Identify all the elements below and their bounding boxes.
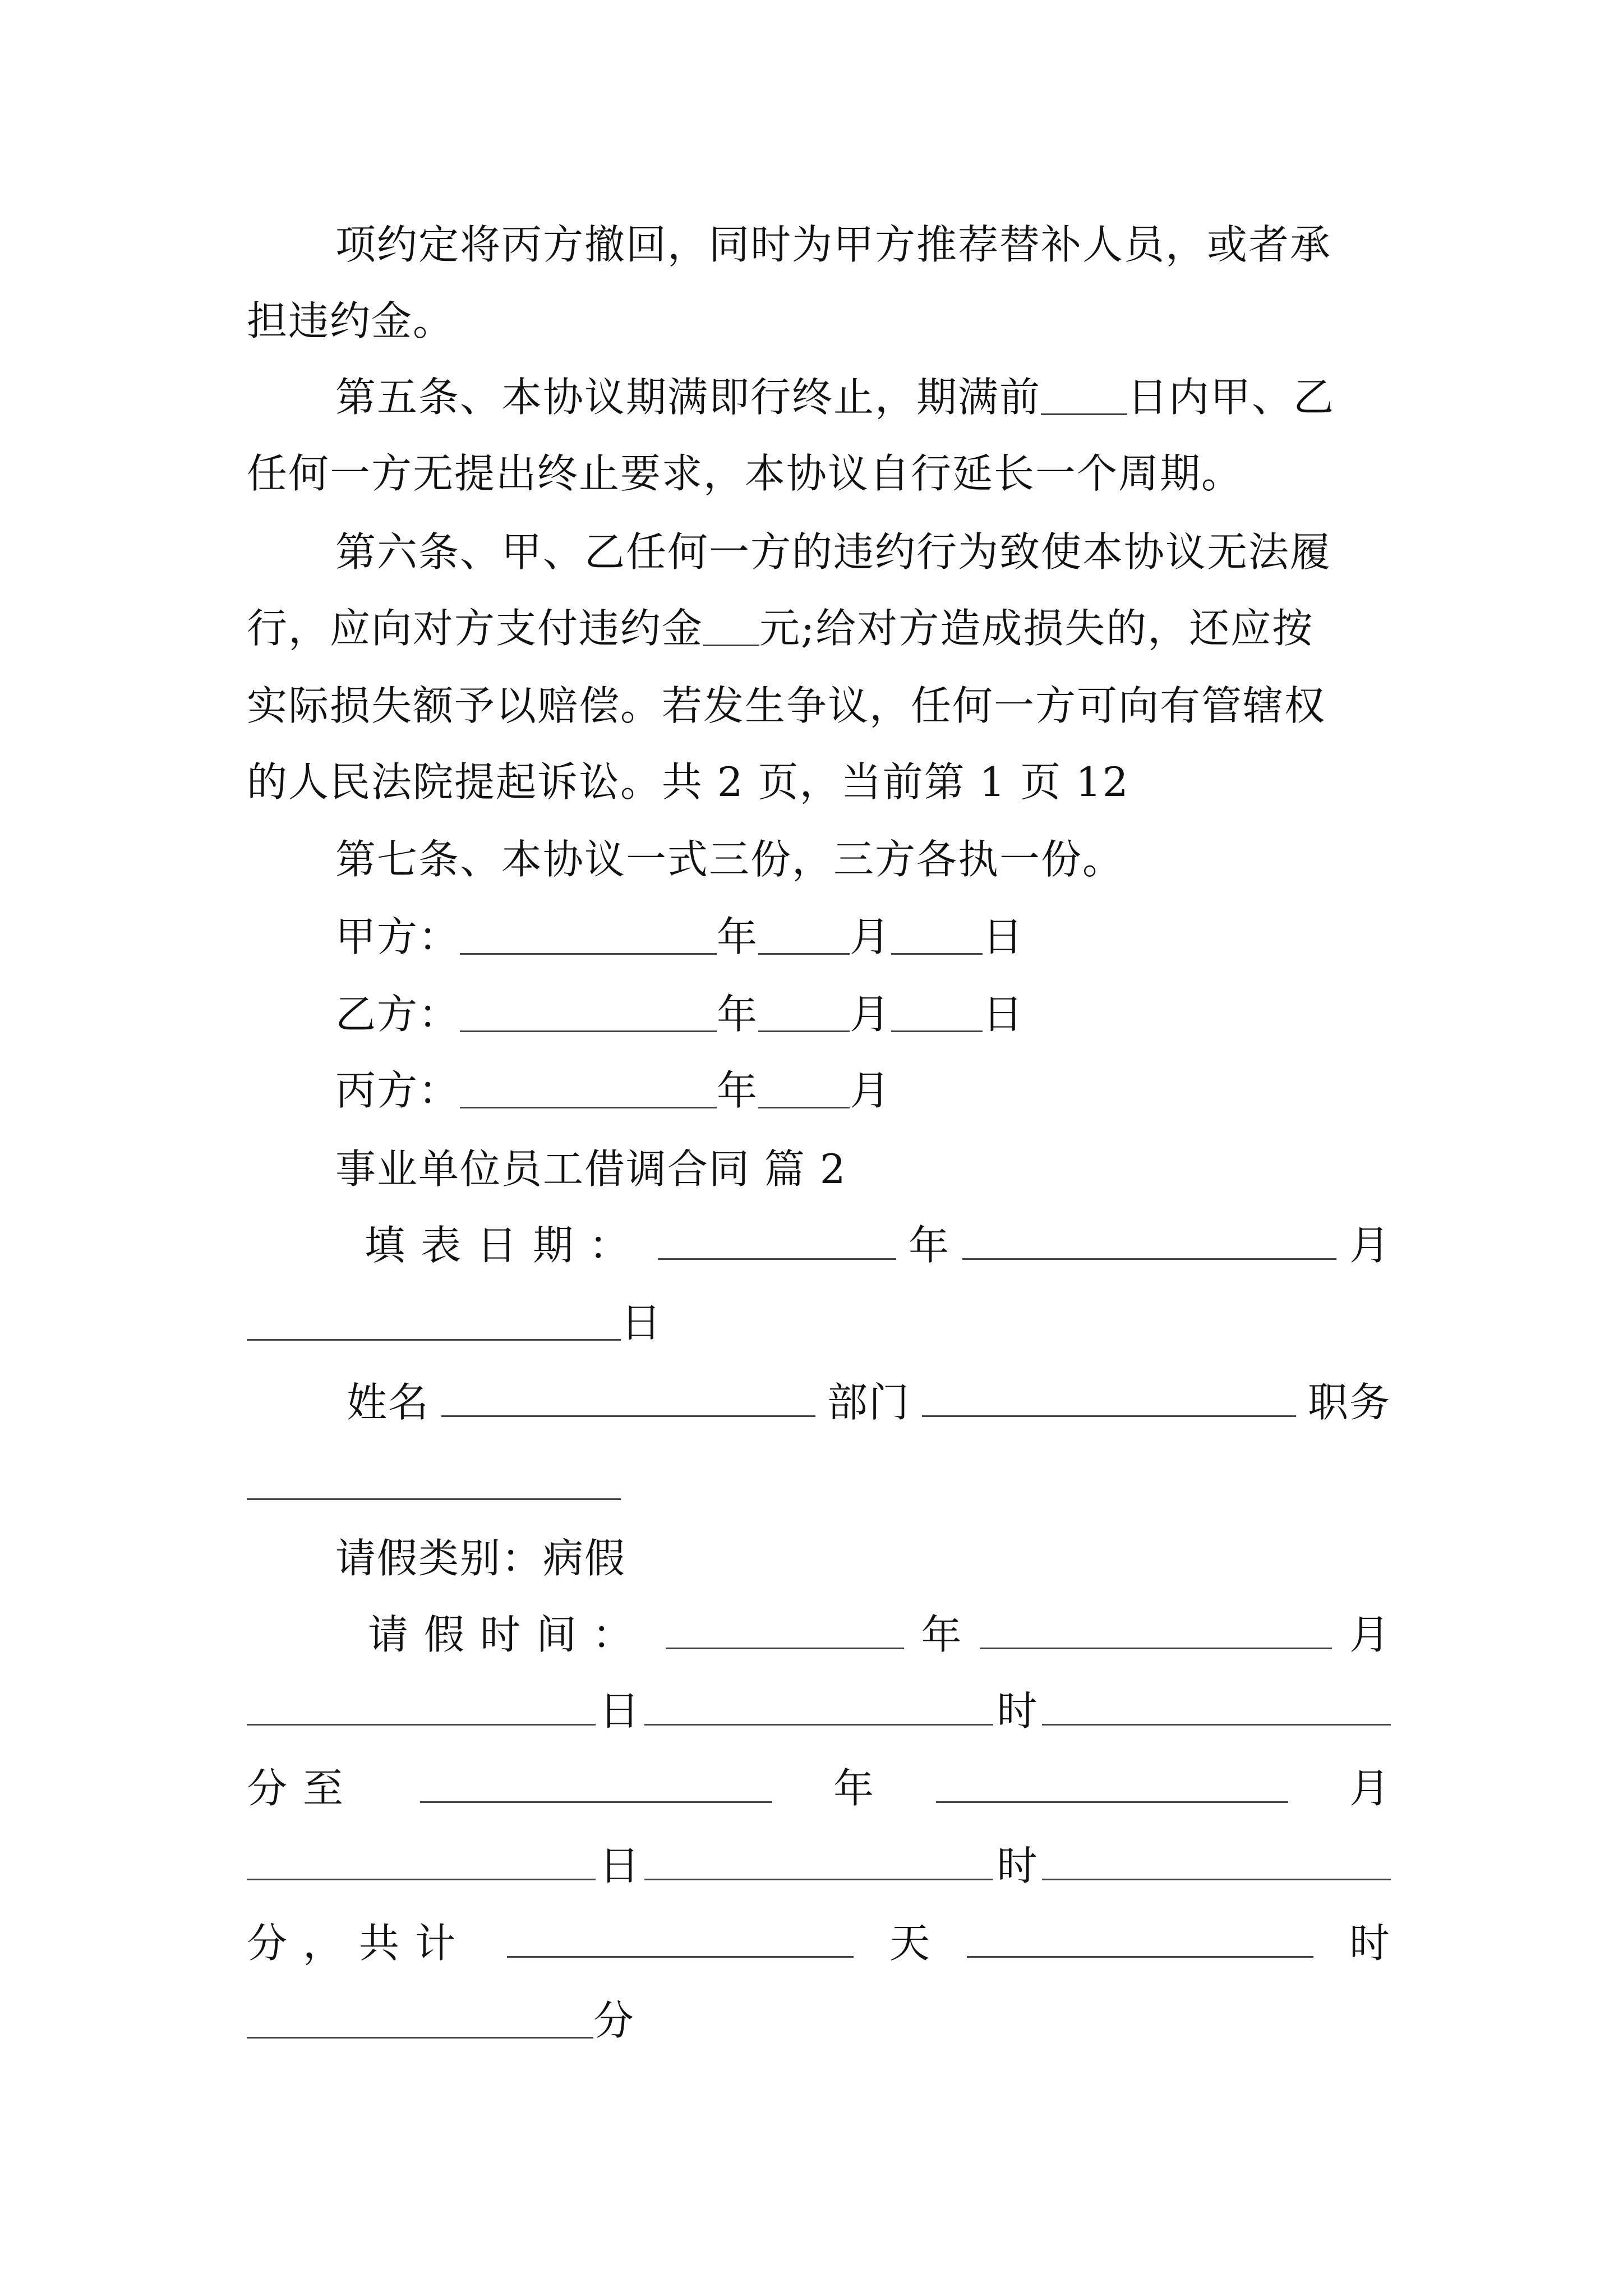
month-label: 月 xyxy=(850,913,892,960)
leave-end-hour-label: 时 xyxy=(997,1842,1039,1889)
leave-type-line xyxy=(335,1519,1391,1598)
leave-start-month-label: 月 xyxy=(1349,1611,1391,1658)
year-label: 年 xyxy=(717,991,759,1038)
leave-end-year-blank xyxy=(420,1768,772,1803)
party-c-signature-line xyxy=(335,1051,1391,1130)
party-a-blank xyxy=(460,919,717,955)
position-blank xyxy=(247,1465,621,1500)
text-line: 第七条、本协议一式三份，三方各执一份。 xyxy=(335,836,1124,883)
leave-total-day-blank xyxy=(507,1922,854,1958)
party-c-label: 丙方： xyxy=(335,1067,460,1114)
fill-date-day-blank xyxy=(247,1305,621,1341)
leave-start-minute-blank xyxy=(1042,1690,1391,1726)
party-a-signature-line xyxy=(335,898,1391,976)
month-blank xyxy=(758,919,850,955)
fill-date-label: 填表日期： xyxy=(365,1222,645,1269)
name-blank xyxy=(441,1382,815,1417)
party-c-blank xyxy=(460,1073,717,1108)
leave-total-label: 分，共计 xyxy=(247,1920,472,1967)
party-b-label: 乙方： xyxy=(335,991,460,1038)
leave-total-hour-blank xyxy=(967,1922,1313,1958)
month-label: 月 xyxy=(850,1067,892,1114)
year-label: 年 xyxy=(717,1067,759,1114)
text-line: 担违约金。 xyxy=(247,297,455,344)
leave-total-minute-blank xyxy=(247,2003,593,2039)
fill-date-day-line xyxy=(247,1283,1391,1362)
position-label: 职务 xyxy=(1307,1379,1391,1426)
text-line: 项约定将丙方撤回，同时为甲方推荐替补人员，或者承 xyxy=(335,221,1332,268)
fill-date-year-blank xyxy=(658,1225,896,1260)
month-label: 月 xyxy=(850,991,892,1038)
section-title xyxy=(335,1130,1391,1208)
blank-amount xyxy=(703,611,759,646)
leave-total-day-label: 天 xyxy=(889,1920,931,1967)
leave-start-year-label: 年 xyxy=(921,1611,963,1658)
leave-end-day-blank xyxy=(247,1845,596,1880)
position-blank-line xyxy=(247,1443,1391,1521)
article-seven-line xyxy=(335,820,1391,899)
leave-end-month-blank xyxy=(936,1768,1288,1803)
article-six-suffix: 元;给对方造成损失的，还应按 xyxy=(759,605,1314,652)
day-blank xyxy=(891,919,983,955)
leave-end-month-label: 月 xyxy=(1349,1765,1391,1812)
leave-start-detail-line xyxy=(247,1672,1391,1750)
month-blank xyxy=(758,997,850,1032)
party-b-blank xyxy=(460,997,717,1032)
month-blank xyxy=(758,1073,850,1108)
article-five-line-1 xyxy=(335,358,1391,436)
article-five-suffix: 日内甲、乙 xyxy=(1127,374,1335,421)
name-label: 姓名 xyxy=(347,1379,430,1426)
leave-total-minute-label: 分 xyxy=(593,1997,635,2044)
employee-info-line xyxy=(347,1363,1391,1442)
text-line: 的人民法院提起诉讼。共 2 页，当前第 1 页 12 xyxy=(247,758,1129,806)
leave-start-day-label: 日 xyxy=(599,1687,641,1734)
leave-end-detail-line xyxy=(247,1826,1391,1905)
party-a-label: 甲方： xyxy=(335,913,460,960)
leave-total-hour-label: 时 xyxy=(1349,1920,1391,1967)
article-six-line-2 xyxy=(247,589,1391,668)
article-six-line-3 xyxy=(247,666,1391,745)
article-six-line-1 xyxy=(335,513,1391,591)
fill-date-day-label: 日 xyxy=(621,1299,663,1346)
paragraph-line-1 xyxy=(335,205,1391,284)
leave-total-line xyxy=(247,1904,1391,1982)
leave-total-minute-line xyxy=(247,1981,1391,2060)
department-label: 部门 xyxy=(827,1379,910,1426)
text-line: 实际损失额予以赔偿。若发生争议，任何一方可向有管辖权 xyxy=(247,682,1326,729)
leave-start-year-blank xyxy=(666,1614,904,1649)
leave-end-minute-blank xyxy=(1042,1845,1391,1880)
party-b-signature-line xyxy=(335,975,1391,1053)
leave-end-day-label: 日 xyxy=(599,1842,641,1889)
text-line: 任何一方无提出终止要求，本协议自行延长一个周期。 xyxy=(247,450,1243,497)
day-label: 日 xyxy=(983,991,1025,1038)
leave-end-year-label: 年 xyxy=(833,1765,875,1812)
text-line: 第六条、甲、乙任何一方的违约行为致使本协议无法履 xyxy=(335,528,1332,576)
day-label: 日 xyxy=(983,913,1025,960)
fill-date-line xyxy=(365,1206,1391,1285)
contract-title: 事业单位员工借调合同 篇 2 xyxy=(335,1145,847,1193)
leave-start-hour-blank xyxy=(644,1690,993,1726)
day-blank xyxy=(891,997,983,1032)
leave-to-label: 分至 xyxy=(247,1765,359,1812)
article-six-text: 行，应向对方支付违约金 xyxy=(247,605,704,652)
leave-start-hour-label: 时 xyxy=(997,1687,1039,1734)
article-five-line-2 xyxy=(247,434,1391,513)
leave-start-day-blank xyxy=(247,1690,596,1726)
article-six-line-4 xyxy=(247,743,1391,821)
leave-end-line xyxy=(247,1749,1391,1828)
blank-days xyxy=(1041,380,1127,415)
leave-time-label: 请假时间： xyxy=(368,1611,649,1658)
paragraph-line-2 xyxy=(247,282,1391,360)
department-blank xyxy=(922,1382,1296,1417)
leave-time-line xyxy=(368,1595,1391,1674)
leave-type-text: 请假类别：病假 xyxy=(335,1535,626,1582)
leave-end-hour-blank xyxy=(644,1845,993,1880)
year-label: 年 xyxy=(717,913,759,960)
leave-start-month-blank xyxy=(980,1614,1332,1649)
fill-date-month-label: 月 xyxy=(1349,1222,1391,1269)
fill-date-month-blank xyxy=(962,1225,1336,1260)
fill-date-year-label: 年 xyxy=(908,1222,950,1269)
article-five-text: 第五条、本协议期满即行终止，期满前 xyxy=(335,374,1041,421)
